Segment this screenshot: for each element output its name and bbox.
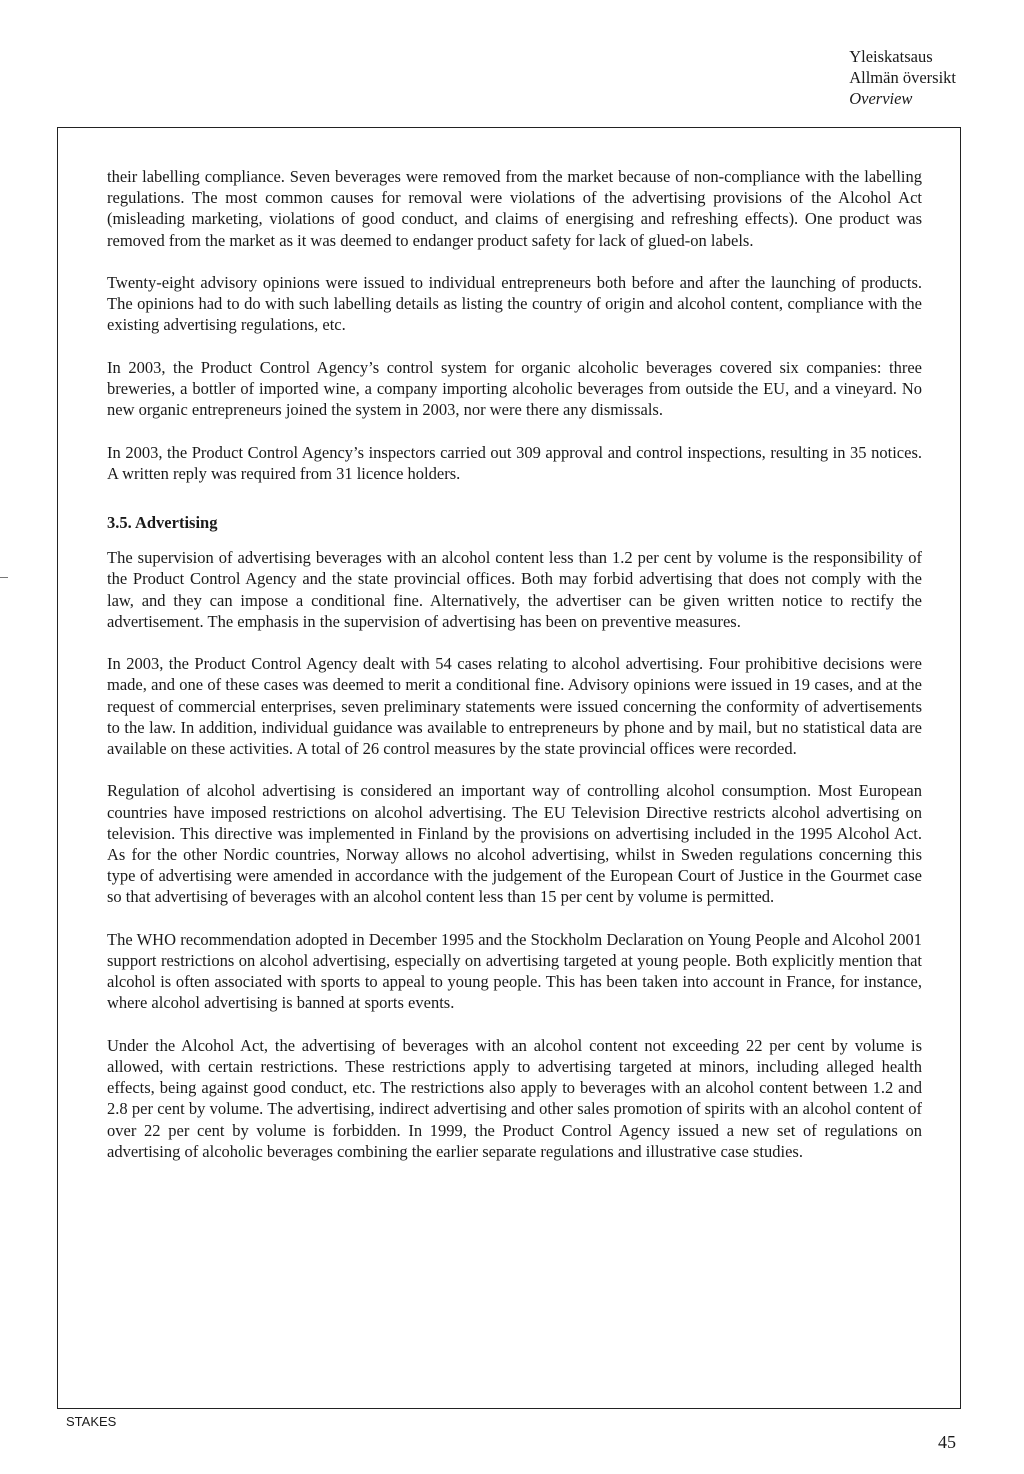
margin-mark — [0, 577, 8, 578]
paragraph-alcohol-act: Under the Alcohol Act, the advertising of beverages with an alcohol content not exceeding 22 per cent by volume is allowed, with certain restrictions. These restrictions apply to advertising targeted at minors, including alleged health effects, being against good conduct, etc. The restrictions also apply to beverages with an alcohol content between 1.2 and 2.8 per cent by volume. The advertising, indirect advertising and other sales promotion of spirits with an alcohol content of over 22 per cent by volume is forbidden. In 1999, the Product Control Agency issued a new set of regulations on advertising of alcoholic beverages combining the earlier separate regulations and illustrative case studies. — [107, 1035, 922, 1161]
header-title-swedish: Allmän översikt — [849, 68, 956, 87]
footer-publisher: STAKES — [66, 1414, 117, 1429]
paragraph-advertising-regulation: Regulation of alcohol advertising is considered an important way of controlling alcohol consumption. Most European countries have imposed restrictions on alcohol advertising. The EU Television Directive restricts alcohol advertising on television. This directive was implemented in Finland by the provisions on advertising included in the 1995 Alcohol Act. As for the other Nordic countries, Norway allows no alcohol advertising, whilst in Sweden regulations concerning this type of advertising were amended in accordance with the judgement of the European Court of Justice in the Gourmet case so that advertising of beverages with an alcohol content less than 15 per cent by volume is permitted. — [107, 781, 922, 907]
page-number: 45 — [938, 1432, 956, 1452]
body-text — [107, 166, 922, 1183]
running-header — [849, 46, 956, 109]
paragraph-who-recommendation: The WHO recommendation adopted in December 1995 and the Stockholm Declaration on Young People and Alcohol 2001 support restrictions on alcohol advertising, especially on advertising targeted at young people. Both explicitly mention that alcohol is often associated with sports to appeal to young people. This has been taken into account in France, for instance, where alcohol advertising is banned at sports events. — [107, 929, 922, 1013]
paragraph-advertising-supervision: The supervision of advertising beverages with an alcohol content less than 1.2 per cent by volume is the responsibility of the Product Control Agency and the state provincial offices. Both may forbid advertising that does not comply with the law, and they can impose a conditional fine. Alternatively, the advertiser can be given written notice to rectify the advertisement. The emphasis in the supervision of advertising has been on preventive measures. — [107, 548, 922, 631]
header-title-english: Overview — [849, 89, 913, 108]
paragraph-organic-control: In 2003, the Product Control Agency’s control system for organic alcoholic beverages covered six companies: three breweries, a bottler of imported wine, a company importing alcoholic beverages from outside the EU, and a vineyard. No new organic entrepreneurs joined the system in 2003, nor were there any dismissals. — [107, 357, 922, 420]
paragraph-advertising-cases: In 2003, the Product Control Agency dealt with 54 cases relating to alcohol advertising. Four prohibitive decisions were made, and one of these cases was deemed to merit a conditional fine. Advisory opinions were issued in 19 cases, and at the request of commercial enterprises, seven preliminary statements were issued concerning the conformity of advertisements to the law. In addition, individual guidance was available to entrepreneurs by phone and by mail, but no statistical data are available on these activities. A total of 26 control measures by the state provincial offices were recorded. — [107, 654, 922, 759]
header-title-finnish: Yleiskatsaus — [849, 47, 933, 66]
paragraph-advisory-opinions: Twenty-eight advisory opinions were issued to individual entrepreneurs both before and after the launching of products. The opinions had to do with such labelling details as listing the country of origin and alcohol content, compliance with the existing advertising regulations, etc. — [107, 273, 922, 335]
paragraph-inspections: In 2003, the Product Control Agency’s inspectors carried out 309 approval and control inspections, resulting in 35 notices. A written reply was required from 31 licence holders. — [107, 442, 922, 483]
section-heading-advertising: 3.5. Advertising — [107, 513, 218, 532]
paragraph-labelling-compliance: their labelling compliance. Seven beverages were removed from the market because of non-compliance with the labelling regulations. The most common causes for removal were violations of the advertising provisions of the Alcohol Act (misleading marketing, violations of good conduct, and claims of energising and refreshing effects). One product was removed from the market as it was deemed to endanger product safety for lack of glued-on labels. — [107, 167, 922, 250]
